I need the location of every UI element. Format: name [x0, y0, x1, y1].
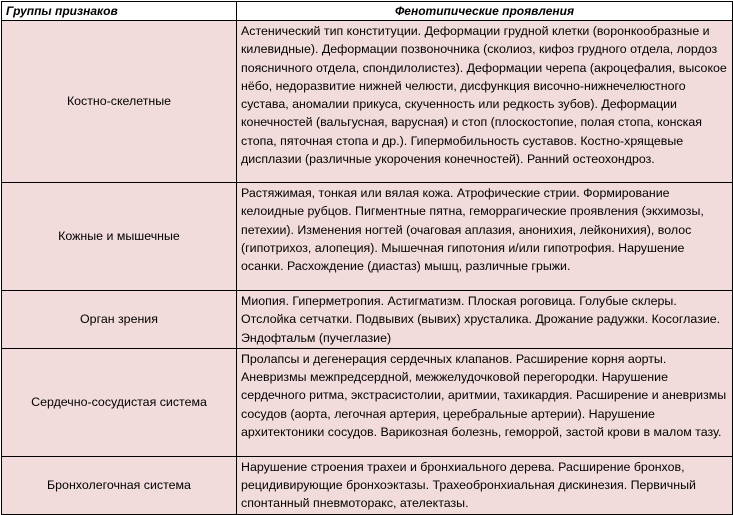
manifestations-bronchopulmonary: Нарушение строения трахеи и бронхиального дерева. Расширение бронхов, рецидивирующие бронхоэктазы. Трахеобронхиальная дискинезия. Первичный спонтанный пневмоторакс, ателектазы.: [237, 456, 733, 514]
phenotype-table: [1, 1, 733, 515]
header-groups: Группы признаков: [2, 2, 237, 21]
table-row: [2, 456, 733, 514]
group-vision: Орган зрения: [2, 291, 237, 349]
table-header-row: [2, 2, 733, 21]
manifestations-cardiovascular: Пролапсы и дегенерация сердечных клапанов. Расширение корня аорты. Аневризмы межпредсердной, межжелудочковой перегородки. Нарушение сердечного ритма, экстрасистолии, аритмии, тахикардия. Расширение и аневризмы сосудов (аорта, легочная артерия, церебральные артерии). Нарушение архитектоники сосудов. Варикозная болезнь, геморрой, застой крови в малом тазу.: [237, 348, 733, 456]
group-skin-muscle: Кожные и мышечные: [2, 183, 237, 291]
group-bronchopulmonary: Бронхолегочная система: [2, 456, 237, 514]
manifestations-vision: Миопия. Гиперметропия. Астигматизм. Плоская роговица. Голубые склеры. Отслойка сетчатки. Подвывих (вывих) хрусталика. Дрожание радужки. Косоглазие. Эндофтальм (пучеглазие): [237, 291, 733, 349]
manifestations-skeletal: Астенический тип конституции. Деформации грудной клетки (воронкообразные и килевидные). Деформации позвоночника (сколиоз, кифоз грудного отдела, лордоз поясничного отдела, спондилолистез). Деформации черепа (акроцефалия, высокое нёбо, недоразвитие нижней челюсти, дисфункция височно-нижнечелюстного сустава, аномалии прикуса, скученность или редкость зубов). Деформации конечностей (вальгусная, варусная) и стоп (плоскостопие, полая стопа, конская стопа, пяточная стопа и др.). Гипермобильность суставов. Костно-хрящевые дисплазии (различные укорочения конечностей). Ранний остеохондроз.: [237, 21, 733, 183]
group-skeletal: Костно-скелетные: [2, 21, 237, 183]
table-row: [2, 291, 733, 349]
table-row: [2, 348, 733, 456]
table-row: [2, 21, 733, 183]
manifestations-skin-muscle: Растяжимая, тонкая или вялая кожа. Атрофические стрии. Формирование келоидные рубцов. Пигментные пятна, геморрагические проявления (экхимозы, петехии). Изменения ногтей (очаговая аплазия, анонихия, лейконихия), волос (гипотрихоз, алопеция). Мышечная гипотония и/или гипотрофия. Нарушение осанки. Расхождение (диастаз) мышц, различные грыжи.: [237, 183, 733, 291]
header-manifestations: Фенотипические проявления: [237, 2, 733, 21]
group-cardiovascular: Сердечно-сосудистая система: [2, 348, 237, 456]
table-row: [2, 183, 733, 291]
